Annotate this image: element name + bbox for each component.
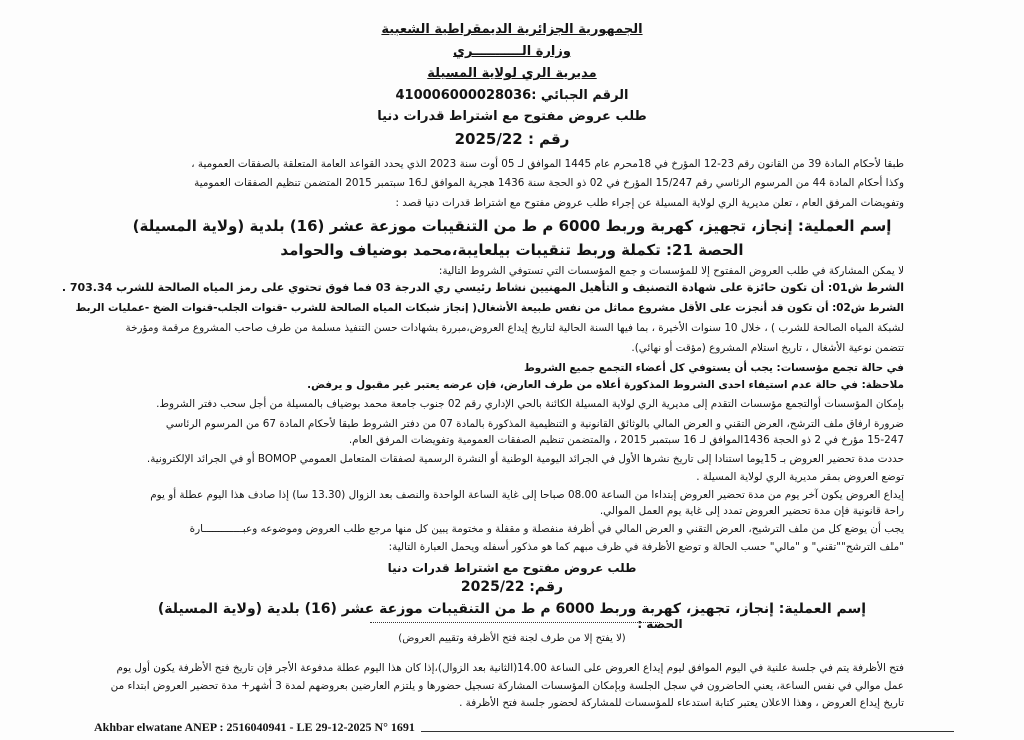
condition-line: حددت مدة تحضير العروض بـ 15يوما استنادا إلى تاريخ نشرها الأول في الجرائد اليومية الوطنية أو النشرة الرسمية لصفقات المتعامل العمومي BOMOP أو في الجرائد الإلكترونية.	[146, 453, 904, 465]
envelope-operation: إسم العملية: إنجاز، تجهيز، كهربة وربط 6000 م ط من التنقيبات موزعة عشر (16) بلدية (ولاية المسيلة)	[157, 601, 867, 617]
publication-footer: Akhbar elwatane ANEP : 2516040941 - LE 29-12-2025 N° 1691	[88, 720, 421, 735]
envelope-number: رقم: 2025/22	[460, 579, 564, 595]
divider	[370, 622, 660, 623]
intro-line: وتفويضات المرفق العام ، تعلن مديرية الري لولاية المسيلة عن إجراء طلب عروض مفتوح مع اشتراط قدرات دنيا قصد :	[395, 197, 904, 209]
condition-line: الشرط ش01: أن تكون حائزة على شهادة التصنيف و التأهيل المهنيين نشاط رئيسي ري الدرجة 03 فما فوق تحتوي على رمز المياه الصالحة للشرب 703.34 .	[61, 281, 904, 294]
envelope-lot: الحصة :	[637, 617, 683, 631]
tender-title: طلب عروض مفتوح مع اشتراط قدرات دنيا	[377, 109, 647, 124]
directorate-title: مديرية الري لولاية المسيلة	[427, 66, 597, 81]
tender-number: رقم : 2025/22	[454, 130, 570, 148]
closing-line: تاريخ إيداع العروض ، وهذا الاعلان يعتبر كتابة استدعاء للمؤسسات للمشاركة لحضور جلسة فتح الأظرفة .	[459, 697, 904, 709]
condition-line: 15-247 مؤرخ في 2 ذو الحجة 1436الموافق لـ 16 سبتمبر 2015 ، والمتضمن تنظيم الصفقات العمومية وتفويضات المرفق العام.	[348, 434, 904, 446]
condition-line: ضرورة ارفاق ملف الترشح، العرض التقني و العرض المالي بالوثائق القانونية و التنظيمية المذكورة بالمادة 07 من دفتر الشروط طبقا لأحكام المادة 67 من المرسوم الرئاسي	[165, 418, 904, 430]
envelope-note: (لا يفتح إلا من طرف لجنة فتح الأظرفة وتقييم العروض)	[398, 633, 626, 644]
intro-line: وكذا أحكام المادة 44 من المرسوم الرئاسي رقم 15/247 المؤرخ في 02 ذو الحجة سنة 1436 هجرية الموافق لـ16 سبتمبر 2015 المتضمن تنظيم الصفقات العمومية	[194, 177, 904, 189]
condition-line: في حالة تجمع مؤسسات: يجب أن يستوفي كل أعضاء التجمع جميع الشروط	[524, 362, 904, 374]
condition-line: يجب أن يوضع كل من ملف الترشيح، العرض التقني و العرض المالي في أظرفة منفصلة و مقفلة و مختومة يبين كل منها مرجع طلب العروض وموضوعه وعبـــــــــــــارة	[189, 523, 904, 535]
condition-line: بإمكان المؤسسات أوالتجمع مؤسسات التقدم إلى مديرية الري لولاية المسيلة الكائنة بالحي الإداري رقم 02 جنوب جامعة محمد بوضياف بالمسيلة من أجل سحب دفتر الشروط.	[156, 398, 904, 410]
condition-line: ملاحظة: في حالة عدم استيفاء احدى الشروط المذكورة أعلاه من طرف العارض، فإن عرضه يعتبر غير مقبول و يرفض.	[307, 379, 904, 391]
condition-line: راحة قانونية فإن مدة تحضير العروض تمدد إلى غاية يوم العمل الموالي.	[599, 505, 904, 517]
condition-line: الشرط ش02: أن تكون قد أنجزت على الأقل مشروع مماثل من نفس طبيعة الأشغال( إنجاز شبكات المياه الصالحة للشرب -قنوات الجلب-قنوات الضخ -عمليات الربط	[75, 302, 904, 314]
condition-line: لشبكة المياه الصالحة للشرب ) ، خلال 10 سنوات الأخيرة ، بما فيها السنة الحالية لتاريخ إيداع العروض،مبررة بشهادات حسن التنفيذ مسلمة من طرف صاحب المشروع مرقمة ومؤرخة	[125, 322, 904, 334]
condition-line: توضع العروض بمقر مديرية الري لولاية المسيلة .	[696, 471, 904, 483]
closing-line: عمل موالي في نفس الساعة، يعني الحاضرون في سجل الجلسة وبإمكان المؤسسات المشاركة تسجيل حضورها و يلتزم العارضين بعروضهم لمدة 3 أشهر+ مدة تحضير العروض ابتداء من	[110, 680, 904, 692]
condition-line: إيداع العروض يكون آخر يوم من مدة تحضير العروض إبتداءا من الساعة 08.00 صباحا إلى غاية الساعة الواحدة والنصف بعد الزوال (13.30 سا) إذا صادف هذا اليوم عطلة أو يوم	[150, 489, 904, 501]
condition-line: لا يمكن المشاركة في طلب العروض المفتوح إلا للمؤسسات و جمع المؤسسات التي تستوفي الشروط التالية:	[438, 265, 904, 277]
condition-line: "ملف الترشح""تقني" و "مالي" حسب الحالة و توضع الأظرفة في ظرف مبهم كما هو مذكور أسفله ويحمل العبارة التالية:	[388, 541, 904, 553]
lot-title: الحصة 21: تكملة وربط تنقيبات بيلعايبة،محمد بوضياف والحوامد	[280, 241, 744, 259]
intro-line: طبقا لأحكام المادة 39 من القانون رقم 23-12 المؤرخ في 18محرم عام 1445 الموافق لـ 05 أوت سنة 2023 الذي يحدد القواعد العامة المتعلقة بالصفقات العمومية ،	[191, 158, 904, 170]
closing-line: فتح الأظرفة يتم في جلسة علنية في اليوم الموافق ليوم إيداع العروض على الساعة 14.00(الثانية بعد الزوال)،إذا كان هذا اليوم عطلة مدفوعة الأجر فإن تاريخ فتح الأظرفة يكون أول يوم	[116, 662, 904, 674]
envelope-title: طلب عروض مفتوح مع اشتراط قدرات دنيا	[387, 561, 637, 575]
operation-title: إسم العملية: إنجاز، تجهيز، كهربة وربط 6000 م ط من التنقيبات موزعة عشر (16) بلدية (ولاية المسيلة)	[132, 217, 892, 235]
republic-title: الجمهورية الجزائرية الديمقراطية الشعبية	[381, 22, 643, 37]
tax-id: الرقم الجبائي :410006000028036	[395, 88, 629, 103]
ministry-title: وزارة الـــــــــــري	[453, 44, 571, 59]
condition-line: تتضمن نوعية الأشغال ، تاريخ استلام المشروع (مؤقت أو نهائي).	[631, 342, 904, 354]
